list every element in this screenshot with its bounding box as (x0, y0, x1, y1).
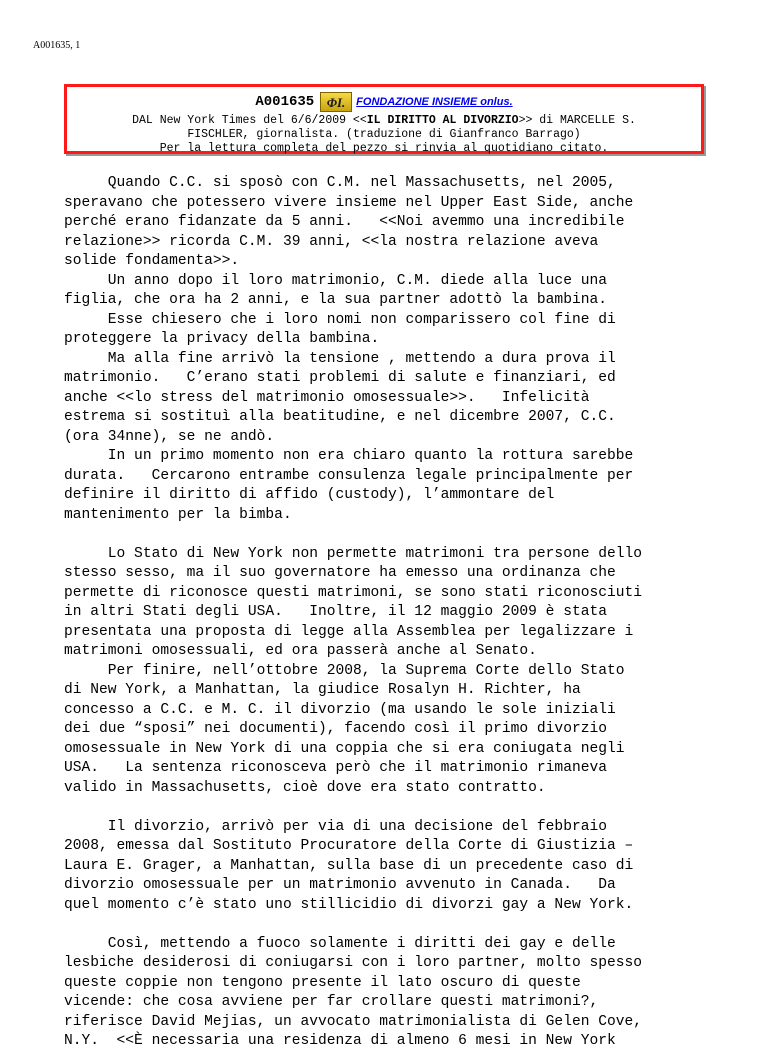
text-line: matrimoni omosessuali, ed ora passerà anche al Senato. (64, 643, 537, 659)
text-line: proteggere la privacy della bambina. (64, 331, 380, 347)
document-code: A001635 (255, 94, 315, 110)
text-line: permette di riconosce questi matrimoni, se sono stati riconosciuti (64, 584, 643, 601)
header-note-line: Per la lettura completa del pezzo si rinvia al quotidiano citato. (159, 142, 609, 155)
header-author-line: FISCHLER, giornalista. (traduzione di Gianfranco Barrago) (187, 128, 581, 141)
text-line: lesbiche desiderosi di coniugarsi con i loro partner, molto spesso (64, 955, 643, 971)
article-body (64, 174, 734, 1052)
text-line: solide fondamenta>>. (64, 253, 240, 269)
text-line: Il divorzio, arrivò per via di una decisione del febbraio (64, 818, 607, 835)
text-line: stesso sesso, ma il suo governatore ha emesso una ordinanza che (64, 565, 616, 581)
text-line: Così, mettendo a fuoco solamente i diritti dei gay e delle (64, 935, 616, 952)
source-prefix: DAL New York Times del 6/6/2009 << (132, 114, 367, 127)
text-line: Ma alla fine arrivò la tensione , mettendo a dura prova il (64, 350, 616, 367)
text-line: in altri Stati degli USA. Inoltre, il 12 maggio 2009 è stata (64, 604, 607, 620)
text-line: Per finire, nell’ottobre 2008, la Suprema Corte dello Stato (64, 662, 625, 679)
text-line: 2008, emessa dal Sostituto Procuratore della Corte di Giustizia – (64, 838, 634, 854)
text-line: figlia, che ora ha 2 anni, e la sua partner adottò la bambina. (64, 292, 607, 308)
text-line: mantenimento per la bimba. (64, 506, 292, 523)
page-identifier: A001635, 1 (33, 40, 81, 51)
article-header-box (64, 84, 704, 154)
text-line: valido in Massachusetts, cioè dove era stato contratto. (64, 779, 546, 796)
text-line: speravano che potessero vivere insieme nel Upper East Side, anche (64, 194, 634, 211)
text-line: omosessuale in New York di una coppia che si era coniugata negli (64, 740, 625, 757)
source-suffix: >> di MARCELLE S. (518, 114, 636, 127)
article-paragraph (64, 818, 734, 916)
text-line: matrimonio. C’erano stati problemi di salute e finanziari, ed (64, 370, 616, 386)
text-line: riferisce David Mejias, un avvocato matrimonialista di Gelen Cove, (64, 1013, 643, 1030)
header-source-line (67, 114, 701, 128)
text-line: USA. La sentenza riconosceva però che il matrimonio rimaneva (64, 760, 607, 776)
article-title: IL DIRITTO AL DIVORZIO (366, 114, 519, 127)
paragraph-gap (64, 915, 734, 935)
text-line: Un anno dopo il loro matrimonio, C.M. diede alla luce una (64, 272, 607, 289)
foundation-link[interactable]: FONDAZIONE INSIEME onlus. (356, 96, 513, 108)
paragraph-gap (64, 798, 734, 818)
text-line: presentata una proposta di legge alla Assemblea per legalizzare i (64, 623, 634, 640)
text-line: anche <<lo stress del matrimonio omosessuale>>. Infelicità (64, 389, 590, 406)
text-line: Quando C.C. si sposò con C.M. nel Massachusetts, nel 2005, (64, 175, 616, 191)
logo-text: ΦI. (326, 95, 346, 110)
text-line: In un primo momento non era chiaro quanto la rottura sarebbe (64, 448, 634, 464)
text-line: Laura E. Grager, a Manhattan, sulla base di un precedente caso di (64, 857, 634, 874)
text-line: vicende: che cosa avviene per far crollare questi matrimoni?, (64, 994, 599, 1010)
text-line: di New York, a Manhattan, la giudice Rosalyn H. Richter, ha (64, 682, 581, 698)
phi-logo-icon (320, 92, 352, 112)
paragraph-gap (64, 525, 734, 545)
article-paragraph (64, 935, 734, 1052)
text-line: perché erano fidanzate da 5 anni. <<Noi avemmo una incredibile (64, 214, 625, 230)
text-line: queste coppie non tengono presente il lato oscuro di queste (64, 974, 581, 991)
text-line: Lo Stato di New York non permette matrimoni tra persone dello (64, 545, 643, 562)
header-title-line (67, 90, 701, 114)
text-line: estrema si sostituì alla beatitudine, e nel dicembre 2007, C.C. (64, 409, 616, 425)
text-line: quel momento c’è stato uno stillicidio di divorzi gay a New York. (64, 896, 634, 913)
text-line: Esse chiesero che i loro nomi non comparissero col fine di (64, 311, 616, 328)
article-paragraph (64, 174, 734, 525)
text-line: divorzio omosessuale per un matrimonio avvenuto in Canada. Da (64, 877, 616, 893)
text-line: durata. Cercarono entrambe consulenza legale principalmente per (64, 467, 634, 484)
text-line: concesso a C.C. e M. C. il divorzio (ma usando le sole iniziali (64, 701, 616, 718)
article-paragraph (64, 545, 734, 799)
text-line: definire il diritto di affido (custody), l’ammontare del (64, 487, 555, 503)
text-line: relazione>> ricorda C.M. 39 anni, <<la nostra relazione aveva (64, 233, 599, 250)
text-line: (ora 34nne), se ne andò. (64, 428, 275, 445)
text-line: dei due “sposi” nei documenti), facendo così il primo divorzio (64, 721, 607, 737)
text-line: N.Y. <<È necessaria una residenza di almeno 6 mesi in New York (64, 1033, 616, 1049)
